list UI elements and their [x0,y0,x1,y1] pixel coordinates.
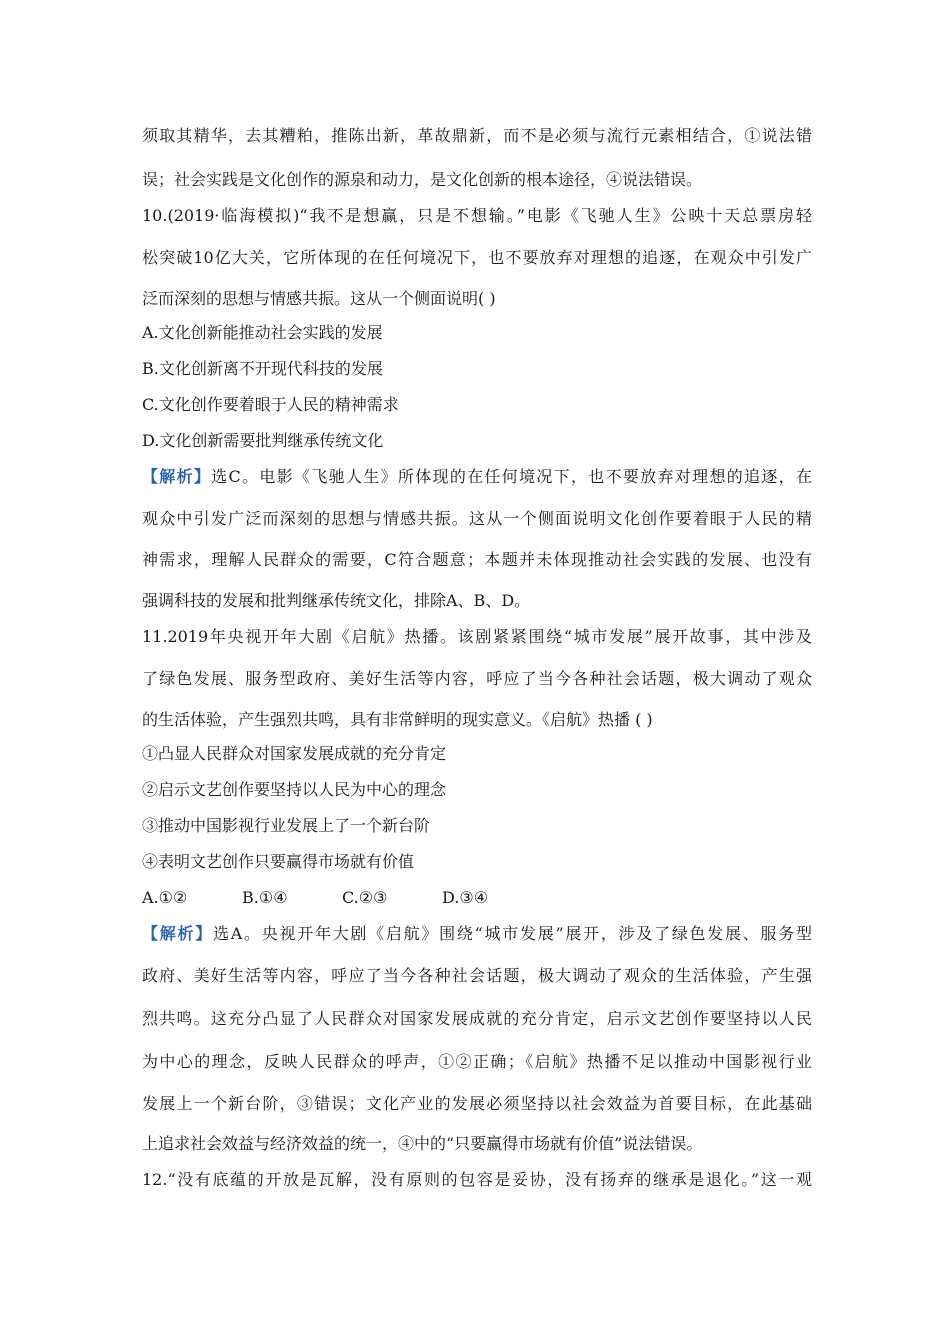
q11-options-row [142,888,812,908]
q11-statement-2: ②启示文艺创作要坚持以人民为中心的理念 [142,780,447,799]
q11-option-c: C.②③ [342,888,388,907]
q10-analysis-line-1 [142,467,812,487]
q11-analysis-line-4: 为中心的理念，反映人民群众的呼声，①②正确；《启航》热播不足以推动中国影视行业 [142,1052,812,1071]
q10-option-d: D.文化创新需要批判继承传统文化 [142,431,384,450]
q11-analysis-text-1: 选A。央视开年大剧《启航》围绕“城市发展”展开，涉及了绿色发展、服务型 [212,924,812,943]
q9-analysis-line-2: 误；社会实践是文化创作的源泉和动力，是文化创新的根本途径，④说法错误。 [142,170,703,189]
analysis-tag: 【解析】 [142,924,213,943]
q10-option-c: C.文化创作要着眼于人民的精神需求 [142,395,399,414]
q11-analysis-line-1 [142,924,812,944]
q10-analysis-line-2: 观众中引发广泛而深刻的思想与情感共振。这从一个侧面说明文化创作要着眼于人民的精 [142,509,812,528]
analysis-tag: 【解析】 [142,467,212,486]
q10-stem-line-2: 松突破10亿大关，它所体现的在任何境况下，也不要放弃对理想的追逐，在观众中引发广 [142,248,812,267]
q11-option-a: A.①② [142,888,188,907]
q9-analysis-line-1: 须取其精华，去其糟粕，推陈出新，革故鼎新，而不是必须与流行元素相结合，①说法错 [142,126,812,145]
q11-statement-3: ③推动中国影视行业发展上了一个新台阶 [142,816,431,835]
q10-analysis-text-1: 选C。电影《飞驰人生》所体现的在任何境况下，也不要放弃对理想的追逐，在 [211,467,812,486]
q10-stem-line-3: 泛而深刻的思想与情感共振。这从一个侧面说明( ) [142,289,496,308]
q11-analysis-line-2: 政府、美好生活等内容，呼应了当今各种社会话题，极大调动了观众的生活体验，产生强 [142,966,812,985]
q11-analysis-line-6: 上追求社会效益与经济效益的统一，④中的“只要赢得市场就有价值”说法错误。 [142,1134,703,1153]
q11-option-b: B.①④ [242,888,288,907]
q10-stem-line-1: 10.(2019·临海模拟)“我不是想赢，只是不想输。”电影《飞驰人生》公映十天总票房轻 [142,206,812,225]
q11-stem-line-1: 11.2019年央视开年大剧《启航》热播。该剧紧紧围绕“城市发展”展开故事，其中涉及 [142,627,812,646]
q11-analysis-line-3: 烈共鸣。这充分凸显了人民群众对国家发展成就的充分肯定，启示文艺创作要坚持以人民 [142,1009,812,1028]
q12-stem-line-1: 12.“没有底蕴的开放是瓦解，没有原则的包容是妥协，没有扬弃的继承是退化。”这一观 [142,1170,812,1189]
q10-analysis-line-3: 神需求，理解人民群众的需要，C符合题意；本题并未体现推动社会实践的发展、也没有 [142,550,812,569]
q11-statement-1: ①凸显人民群众对国家发展成就的充分肯定 [142,744,447,763]
q11-option-d: D.③④ [442,888,489,907]
q11-stem-line-3: 的生活体验，产生强烈共鸣，具有非常鲜明的现实意义。《启航》热播 ( ) [142,710,653,729]
q10-option-a: A.文化创新能推动社会实践的发展 [142,323,383,342]
q10-option-b: B.文化创新离不开现代科技的发展 [142,359,383,378]
q10-analysis-line-4: 强调科技的发展和批判继承传统文化，排除A、B、D。 [142,591,531,610]
q11-statement-4: ④表明文艺创作只要赢得市场就有价值 [142,852,415,871]
q11-analysis-line-5: 发展上一个新台阶，③错误；文化产业的发展必须坚持以社会效益为首要目标，在此基础 [142,1094,812,1113]
q11-stem-line-2: 了绿色发展、服务型政府、美好生活等内容，呼应了当今各种社会话题，极大调动了观众 [142,669,812,688]
